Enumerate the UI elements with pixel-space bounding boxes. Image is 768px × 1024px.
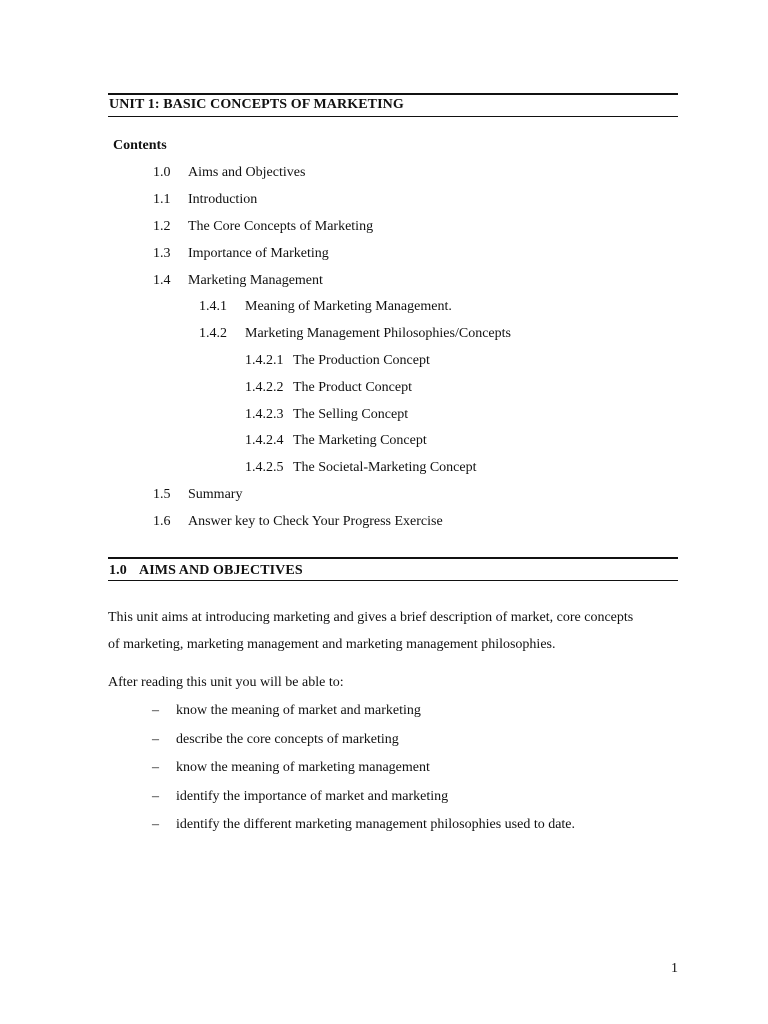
toc-title: Marketing Management [188, 273, 323, 288]
dash-bullet: – [152, 789, 159, 804]
list-item-text: know the meaning of market and marketing [176, 703, 421, 718]
page-number: 1 [671, 961, 678, 976]
list-item-text: identify the importance of market and marketing [176, 789, 449, 804]
toc-title: The Core Concepts of Marketing [188, 219, 374, 234]
list-item [0, 703, 768, 723]
paragraph-line: of marketing, marketing management and marketing management philosophies. [108, 637, 556, 652]
toc-number: 1.5 [153, 487, 171, 502]
toc-title: Aims and Objectives [188, 165, 306, 180]
toc-title: Answer key to Check Your Progress Exercise [188, 514, 443, 529]
toc-title: Summary [188, 487, 243, 502]
list-item-text: identify the different marketing management philosophies used to date. [176, 817, 576, 832]
section-title: AIMS AND OBJECTIVES [139, 563, 303, 578]
toc-number: 1.3 [153, 246, 171, 261]
toc-title: Importance of Marketing [188, 246, 329, 261]
toc-number: 1.4.2.5 [245, 460, 284, 475]
toc-number: 1.4.2 [199, 326, 227, 341]
toc-title: The Societal-Marketing Concept [293, 460, 477, 475]
toc-title: The Product Concept [293, 380, 412, 395]
toc-title: The Production Concept [293, 353, 430, 368]
dash-bullet: – [152, 703, 159, 718]
section-number: 1.0 [109, 563, 127, 578]
list-item-text: know the meaning of marketing management [176, 760, 430, 775]
contents-title: Contents [113, 138, 167, 153]
list-item [0, 760, 768, 780]
toc-number: 1.4.1 [199, 299, 227, 314]
paragraph-line: This unit aims at introducing marketing and gives a brief description of market, core concepts [108, 610, 634, 625]
toc-title: The Marketing Concept [293, 433, 427, 448]
toc-number: 1.4.2.2 [245, 380, 284, 395]
toc-number: 1.6 [153, 514, 171, 529]
list-item [0, 817, 768, 837]
toc-number: 1.4.2.4 [245, 433, 284, 448]
section-top-rule [108, 557, 678, 559]
toc-title: Marketing Management Philosophies/Concepts [245, 326, 511, 341]
toc-number: 1.0 [153, 165, 171, 180]
toc-number: 1.4.2.1 [245, 353, 284, 368]
toc-number: 1.2 [153, 219, 171, 234]
toc-title: Meaning of Marketing Management. [245, 299, 452, 314]
list-item-text: describe the core concepts of marketing [176, 732, 399, 747]
toc-number: 1.4 [153, 273, 171, 288]
dash-bullet: – [152, 817, 159, 832]
list-item [0, 789, 768, 809]
toc-title: The Selling Concept [293, 407, 409, 422]
heading-bottom-rule [108, 116, 678, 117]
list-item [0, 732, 768, 752]
toc-number: 1.1 [153, 192, 171, 207]
heading-top-rule [108, 93, 678, 95]
unit-heading: UNIT 1: BASIC CONCEPTS OF MARKETING [109, 97, 404, 112]
toc-title: Introduction [188, 192, 258, 207]
toc-number: 1.4.2.3 [245, 407, 284, 422]
dash-bullet: – [152, 760, 159, 775]
section-bottom-rule [108, 580, 678, 581]
objectives-intro: After reading this unit you will be able to: [108, 675, 344, 690]
dash-bullet: – [152, 732, 159, 747]
